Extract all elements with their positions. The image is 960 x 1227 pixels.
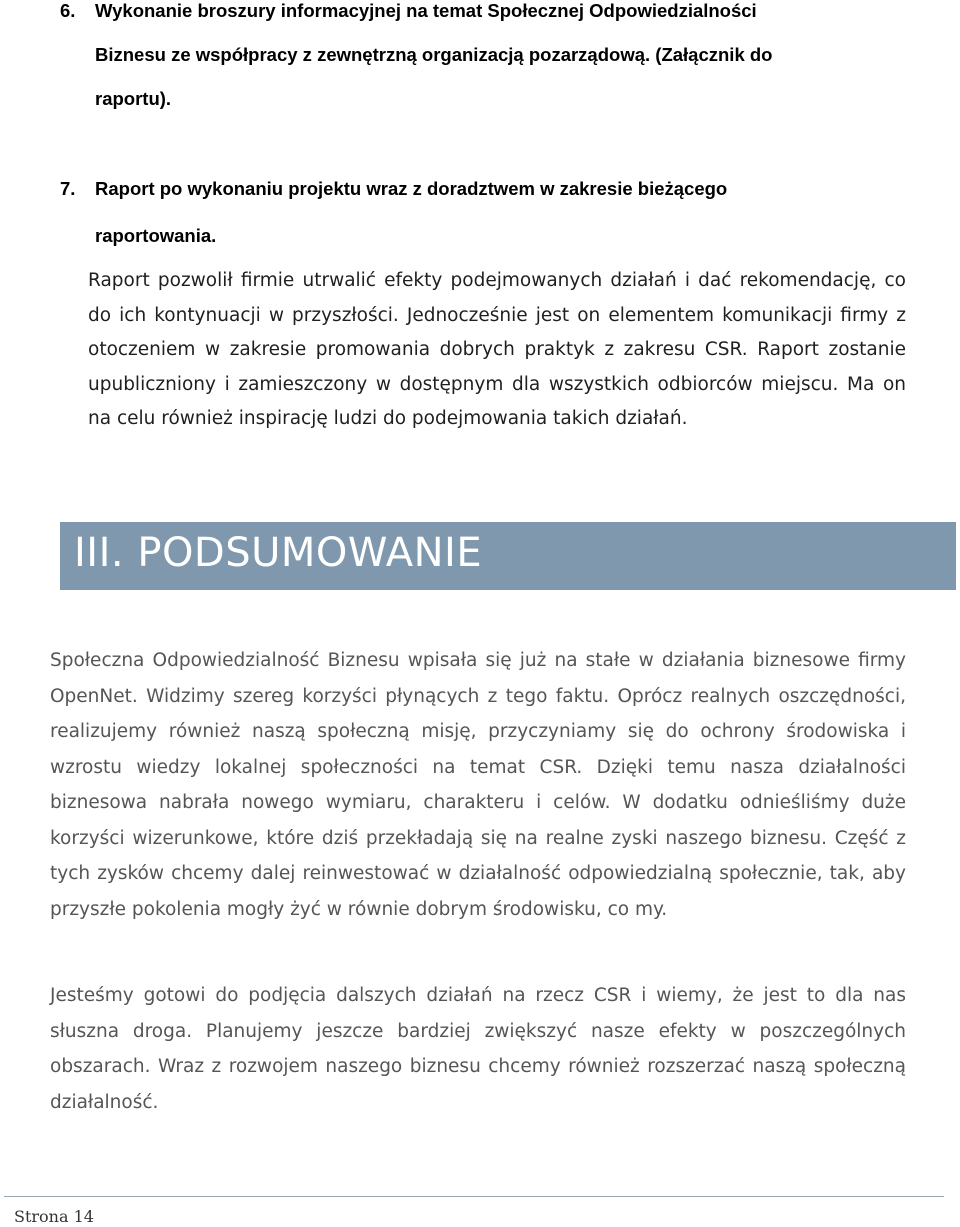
section-title: III. PODSUMOWANIE — [74, 530, 483, 576]
summary-paragraph-1: Społeczna Odpowiedzialność Biznesu wpisała się już na stałe w działania biznesowe firmy OpenNet. Widzimy szereg korzyści płynących z tego faktu. Oprócz realnych oszczędności, realizujemy również naszą społeczną misję, przyczyniamy się do ochrony środowiska i wzrostu wiedzy lokalnej społeczności na temat CSR. Dzięki temu nasza działalności biznesowa nabrała nowego wymiaru, charakteru i celów. W dodatku odnieśliśmy duże korzyści wizerunkowe, które dziś przekładają się na realne zyski naszego biznesu. Część z tych zysków chcemy dalej reinwestować w działalność odpowiedzialną społecznie, tak, aby przyszłe pokolenia mogły żyć w równie dobrym środowisku, co my. — [50, 650, 906, 920]
report-paragraph: Raport pozwolił firmie utrwalić efekty podejmowanych działań i dać rekomendację, co do ich kontynuacji w przyszłości. Jednocześnie jest on elementem komunikacji firmy z otoczeniem w zakresie promowania dobrych praktyk z zakresu CSR. Raport zostanie upubliczniony i zamieszczony w dostępnym dla wszystkich odbiorców miejscu. Ma on na celu również inspirację ludzi do podejmowania takich działań. — [88, 270, 906, 429]
footer-divider — [4, 1196, 944, 1197]
list-item-text-line: raportu). — [95, 88, 172, 109]
list-item-number: 7. — [60, 178, 76, 199]
section-banner — [60, 522, 956, 590]
summary-paragraph-2: Jesteśmy gotowi do podjęcia dalszych działań na rzecz CSR i wiemy, że jest to dla nas słuszna droga. Planujemy jeszcze bardziej zwiększyć nasze efekty w poszczególnych obszarach. Wraz z rozwojem naszego biznesu chcemy również rozszerzać naszą społeczną działalność. — [50, 985, 906, 1113]
list-item-text-line: Wykonanie broszury informacyjnej na temat Społecznej Odpowiedzialności — [95, 0, 757, 21]
list-item-text-line: Raport po wykonaniu projektu wraz z doradztwem w zakresie bieżącego — [95, 178, 728, 199]
list-item-number: 6. — [60, 0, 76, 21]
page-number: Strona 14 — [14, 1207, 94, 1226]
list-item-text-line: raportowania. — [95, 225, 217, 246]
list-item-text-line: Biznesu ze współpracy z zewnętrzną organizacją pozarządową. (Załącznik do — [95, 44, 773, 65]
